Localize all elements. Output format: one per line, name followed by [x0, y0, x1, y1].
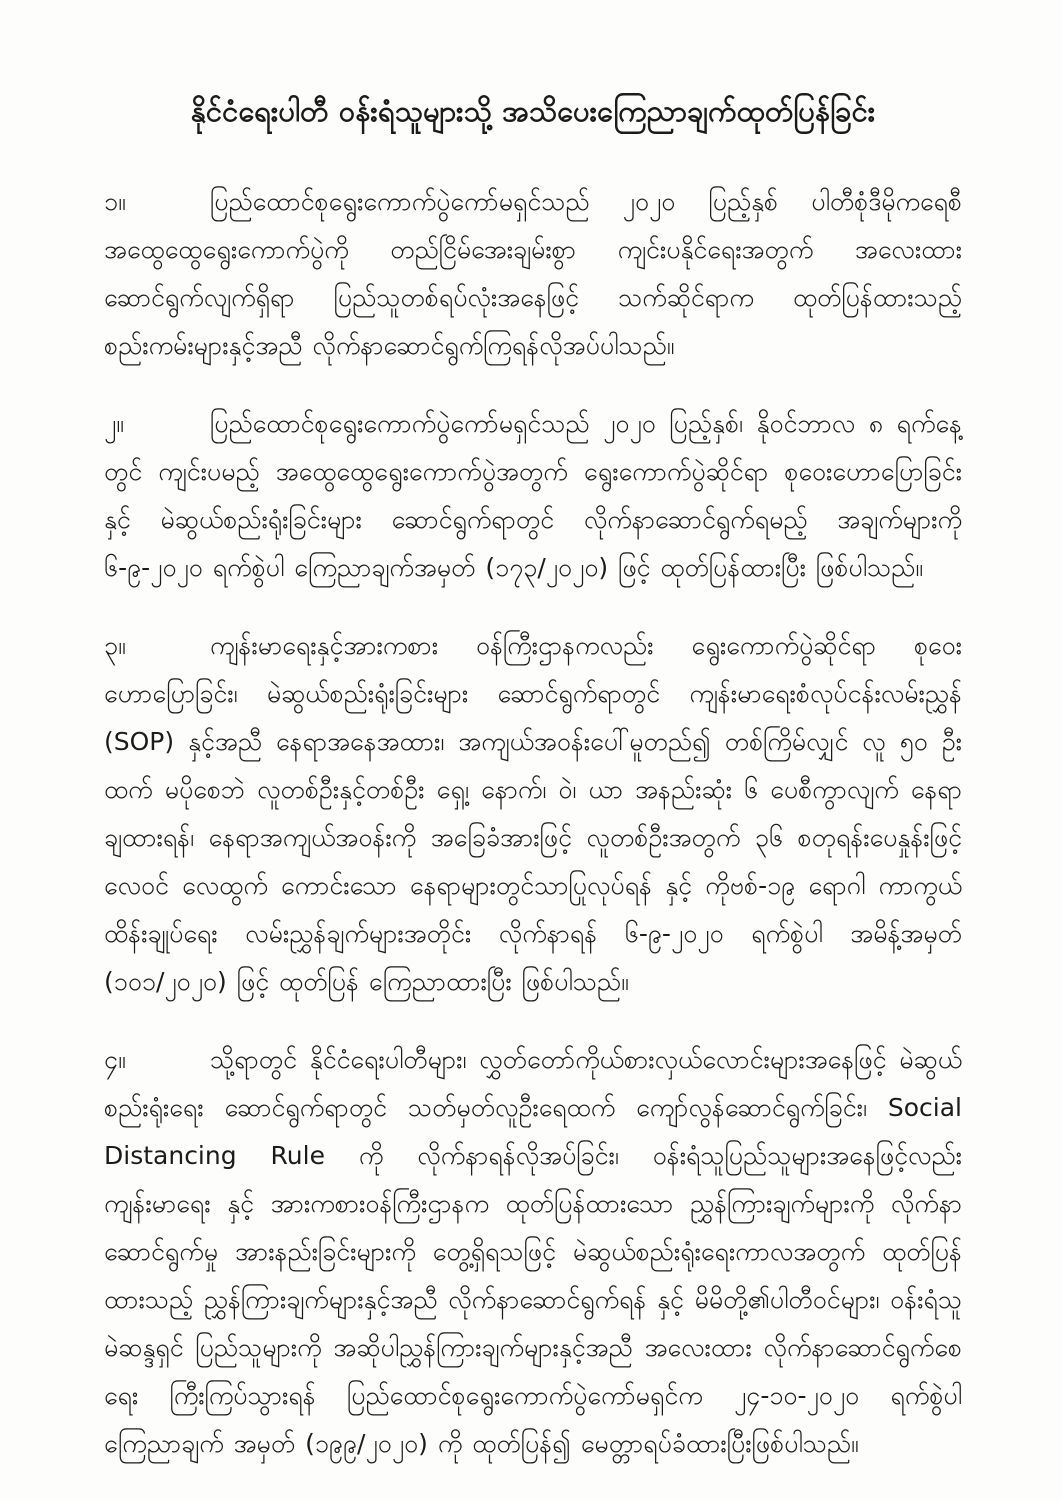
paragraph-4-text: သို့ရာတွင် နိုင်ငံရေးပါတီများ၊ လွှတ်တော်ကိုယ်စားလှယ်လောင်းများအနေဖြင့် မဲဆွယ် စည်းရုံးရေး ဆောင်ရွက်ရာတွင် သတ်မှတ်လူဦးရေထက် ကျော်လွန်ဆောင်ရွက်ခြင်း၊ Social Distancing Rule ကို လိုက်နာရန်လိုအပ်ခြင်း၊ ဝန်းရံသူပြည်သူများအနေဖြင့်လည်း ကျန်းမာရေး နှင့် အားကစားဝန်ကြီးဌာနက ထုတ်ပြန်ထားသော ညွှန်ကြားချက်များကို လိုက်နာဆောင်ရွက်မှု အားနည်းခြင်းများကို တွေ့ရှိရသဖြင့် မဲဆွယ်စည်းရုံးရေးကာလအတွက် ထုတ်ပြန်ထားသည့် ညွှန်ကြားချက်များနှင့်အညီ လိုက်နာဆောင်ရွက်ရန် နှင့် မိမိတို့၏ပါတီဝင်များ၊ ဝန်းရံသူမဲဆန္ဒရှင် ပြည်သူများကို အဆိုပါညွှန်ကြားချက်များနှင့်အညီ အလေးထား လိုက်နာဆောင်ရွက်စေရေး ကြီးကြပ်သွားရန် ပြည်ထောင်စုရွေးကောက်ပွဲကော်မရှင်က ၂၄-၁၀-၂၀၂၀ ရက်စွဲပါ ကြေညာချက် အမှတ် (၁၉၉/၂၀၂၀) ကို ထုတ်ပြန်၍ မေတ္တာရပ်ခံထားပြီးဖြစ်ပါသည်။: [104, 1045, 962, 1459]
paragraph-4: [104, 1036, 962, 1468]
page-title: နိုင်ငံရေးပါတီ ဝန်းရံသူများသို့ အသိပေးကြေညာချက်ထုတ်ပြန်ခြင်း: [190, 94, 876, 128]
paragraph-2-number: ၂။: [104, 409, 124, 439]
paragraph-1: [104, 178, 962, 370]
paragraph-1-text: ပြည်ထောင်စုရွေးကောက်ပွဲကော်မရှင်သည် ၂၀၂၀ ပြည့်နှစ် ပါတီစုံဒီမိုကရေစီ အထွေထွေရွေးကောက်ပွဲကို တည်ငြိမ်အေးချမ်းစွာ ကျင်းပနိုင်ရေးအတွက် အလေးထား ဆောင်ရွက်လျက်ရှိရာ ပြည်သူတစ်ရပ်လုံးအနေဖြင့် သက်ဆိုင်ရာက ထုတ်ပြန်ထားသည့် စည်းကမ်းများနှင့်အညီ လိုက်နာဆောင်ရွက်ကြရန်လိုအပ်ပါသည်။: [104, 187, 962, 361]
paragraph-1-number: ၁။: [104, 187, 126, 217]
paragraph-3: [104, 622, 962, 1006]
paragraph-3-text: ကျန်းမာရေးနှင့်အားကစား ဝန်ကြီးဌာနကလည်း ရွေးကောက်ပွဲဆိုင်ရာ စုဝေး ဟောပြောခြင်း၊ မဲဆွယ်စည်းရုံးခြင်းများ ဆောင်ရွက်ရာတွင် ကျန်းမာရေးစံလုပ်ငန်းလမ်းညွှန် (SOP) နှင့်အညီ နေရာအနေအထား၊ အကျယ်အဝန်းပေါ်မူတည်၍ တစ်ကြိမ်လျှင် လူ ၅၀ ဦး ထက် မပိုစေဘဲ လူတစ်ဦးနှင့်တစ်ဦး ရှေ့၊ နောက်၊ ဝဲ၊ ယာ အနည်းဆုံး ၆ ပေစီကွာလျက် နေရာချထားရန်၊ နေရာအကျယ်အဝန်းကို အခြေခံအားဖြင့် လူတစ်ဦးအတွက် ၃၆ စတုရန်းပေနှုန်းဖြင့် လေဝင် လေထွက် ကောင်းသော နေရာများတွင်သာပြုလုပ်ရန် နှင့် ကိုဗစ်-၁၉ ရောဂါ ကာကွယ်ထိန်းချုပ်ရေး လမ်းညွှန်ချက်များအတိုင်း လိုက်နာရန် ၆-၉-၂၀၂၀ ရက်စွဲပါ အမိန့်အမှတ် (၁၀၁/၂၀၂၀) ဖြင့် ထုတ်ပြန် ကြေညာထားပြီး ဖြစ်ပါသည်။: [104, 631, 962, 997]
paragraph-2-text: ပြည်ထောင်စုရွေးကောက်ပွဲကော်မရှင်သည် ၂၀၂၀ ပြည့်နှစ်၊ နိုဝင်ဘာလ ၈ ရက်နေ့တွင် ကျင်းပမည့် အထွေထွေရွေးကောက်ပွဲအတွက် ရွေးကောက်ပွဲဆိုင်ရာ စုဝေးဟောပြောခြင်းနှင့် မဲဆွယ်စည်းရုံးခြင်းများ ဆောင်ရွက်ရာတွင် လိုက်နာဆောင်ရွက်ရမည့် အချက်များကို ၆-၉-၂၀၂၀ ရက်စွဲပါ ကြေညာချက်အမှတ် (၁၇၃/၂၀၂၀) ဖြင့် ထုတ်ပြန်ထားပြီး ဖြစ်ပါသည်။: [104, 409, 962, 583]
paragraph-3-number: ၃။: [104, 631, 126, 661]
paragraph-4-number: ၄။: [104, 1045, 126, 1075]
paragraph-2: [104, 400, 962, 592]
